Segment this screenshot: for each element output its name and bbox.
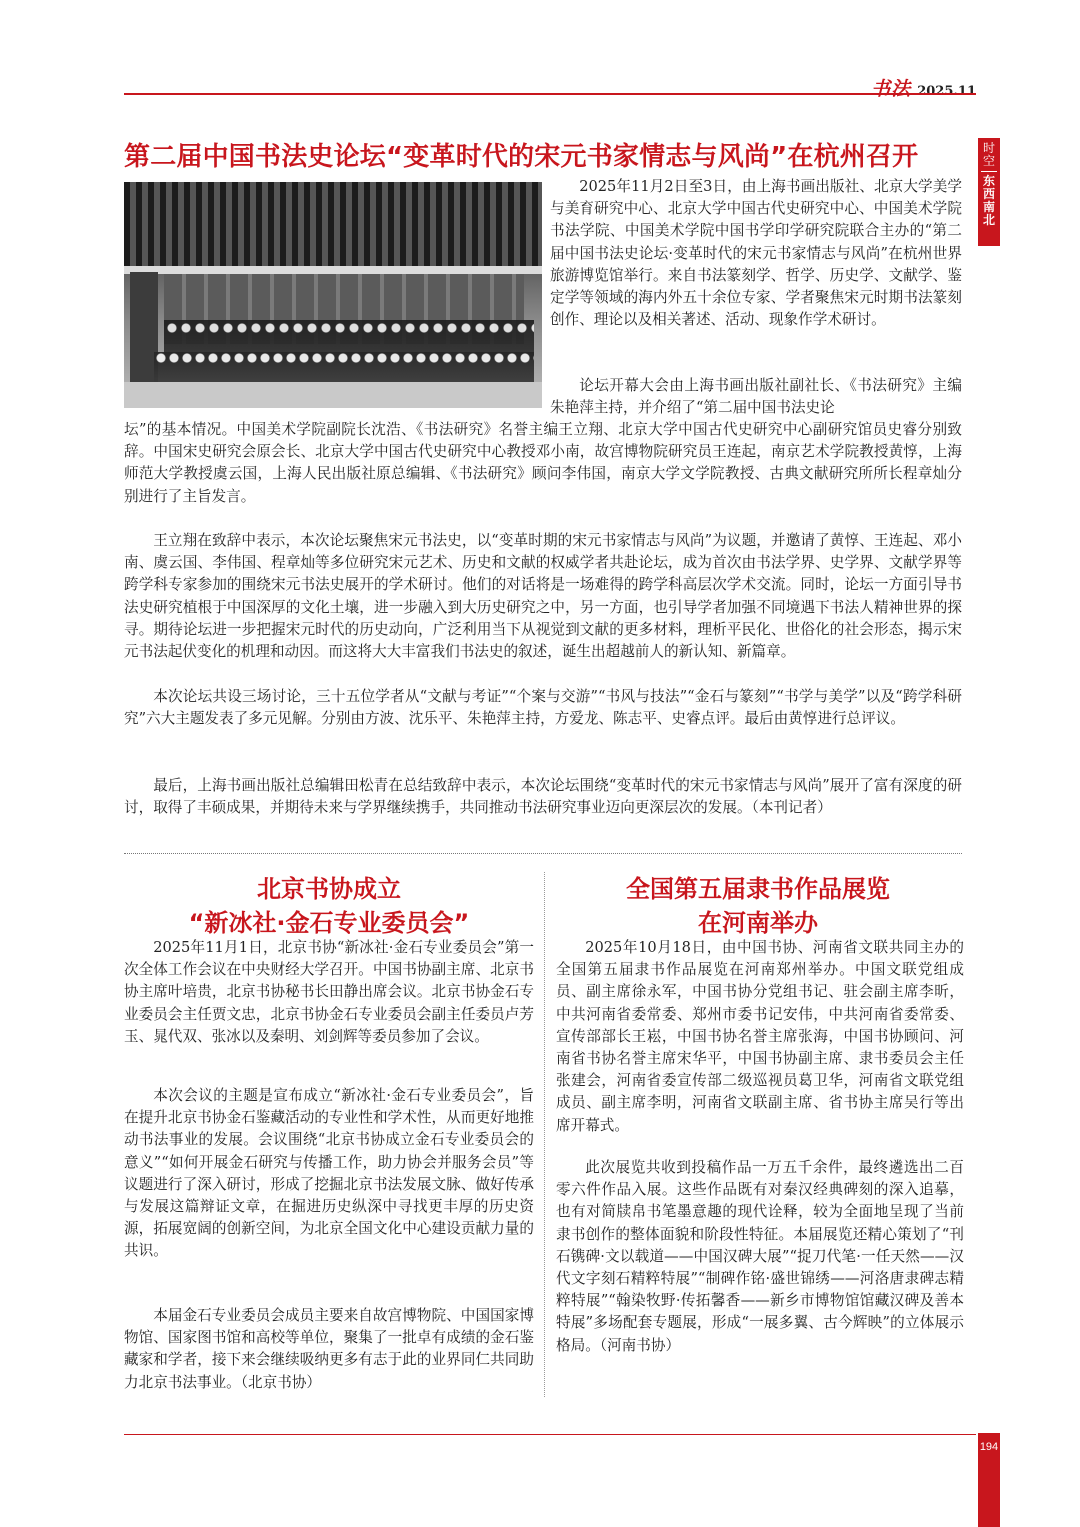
page-number: 194: [979, 1441, 999, 1453]
photo-canopy-edge: [124, 266, 542, 274]
article3-title-line-1: 全国第五届隶书作品展览: [626, 875, 890, 903]
article2-paragraph-1: 2025年11月1日，北京书协“新冰社·金石专业委员会”第一次全体工作会议在中央财经大学召开。中国书协副主席、北京书协主席叶培贵，北京书协秘书长田静出席会议。北京书协金石专业委员会主任贾文忠，北京书协金石专业委员会副主任委员卢芳玉、晁代双、张冰以及秦明、刘剑辉等委员参加了会议。: [124, 939, 534, 1045]
section-divider-dotted: [124, 853, 962, 854]
subsection-label: 东西南北: [982, 174, 995, 227]
article1-paragraph-4: 本次论坛共设三场讨论，三十五位学者从“文献与考证”“个案与交游”“书风与技法”“金石与篆刻”“书学与美学”以及“跨学科研究”六大主题发表了多元见解。分别由方波、沈乐平、朱艳萍主持，方爱龙、陈志平、史睿点评。最后由黄惇进行总评议。: [124, 688, 962, 728]
article1-paragraph-5: 最后，上海书画出版社总编辑田松青在总结致辞中表示，本次论坛围绕“变革时代的宋元书家情志与风尚”展开了富有深度的研讨，取得了丰硕成果，并期待未来与学界继续携手，共同推动书法研究事业迈向更深层次的发展。（本刊记者）: [124, 777, 962, 817]
article2-paragraph-3: 本届金石专业委员会成员主要来自故宫博物院、中国国家博物馆、国家图书馆和高校等单位，聚集了一批卓有成绩的金石鉴藏家和学者，接下来会继续吸纳更多有志于此的业界同仁共同助力北京书法事业。（北京书协）: [124, 1307, 534, 1391]
article1-paragraph-3: 王立翔在致辞中表示，本次论坛聚焦宋元书法史，以“变革时期的宋元书家情志与风尚”为议题，并邀请了黄惇、王连起、邓小南、虞云国、李伟国、程章灿等多位研究宋元艺术、历史和文献的权威学者共赴论坛，成为首次由书法学界、史学界、文献学界等跨学科专家参加的围绕宋元书法史展开的学术研讨。他们的对话将是一场难得的跨学科高层次学术交流。同时，论坛一方面引导书法史研究植根于中国深厚的文化土壤，进一步融入到大历史研究之中，另一方面，也引导学者加强不同境遇下书法人精神世界的探寻。期待论坛进一步把握宋元时代的历史动向，广泛利用当下从视觉到文献的更多材料，理析平民化、世俗化的社会形态，揭示宋元书法起伏变化的机理和动因。而这将大大丰富我们书法史的叙述，诞生出超越前人的新认知、新篇章。: [124, 532, 962, 661]
article2-paragraph-2: 本次会议的主题是宣布成立“新冰社·金石专业委员会”，旨在提升北京书协金石鉴藏活动的专业性和学术性，从而更好地推动书法事业的发展。会议围绕“北京书协成立金石专业委员会的意义”“如何开展金石研究与传播工作，助力协会并服务会员”等议题进行了深入研讨，形成了挖掘北京书法发展文脉、做好传承与发展这篇辩证文章，在掘进历史纵深中寻找更丰厚的历史资源，拓展宽阔的创新空间，为北京全国文化中心建设贡献力量的共识。: [124, 1087, 534, 1260]
section-tab: [978, 138, 1000, 246]
article2-title-line-2: “新冰社·金石专业委员会”: [188, 909, 470, 937]
photo-canopy: [124, 182, 542, 266]
article1-paragraph-1: 2025年11月2日至3日，由上海书画出版社、北京大学美学与美育研究中心、北京大学中国古代史研究中心、中国美术学院书法学院、中国美术学院中国书学印学研究院联合主办的“第二届中国书法史论坛·变革时代的宋元书家情志与风尚”在杭州世界旅游博览馆举行。来自书法篆刻学、哲学、历史学、文献学、鉴定学等领域的海内外五十余位专家、学者聚焦宋元时期书法篆刻创作、理论以及相关著述、活动、现象作学术研讨。: [550, 178, 962, 329]
article3-title-line-2: 在河南举办: [698, 909, 818, 937]
article3-paragraph-1: 2025年10月18日，由中国书协、河南省文联共同主办的全国第五届隶书作品展览在河南郑州举办。中国文联党组成员、副主席徐永军，中国书协分党组书记、驻会副主席李昕，中共河南省委常委、郑州市委书记安伟，中共河南省委常委、宣传部部长王崧，中国书协名誉主席张海，中国书协顾问、河南省书协名誉主席宋华平，中国书协副主席、隶书委员会主任张建会，河南省委宣传部二级巡视员葛卫华，河南省文联党组成员、副主席李明，河南省文联副主席、省书协主席吴行等出席开幕式。: [556, 939, 964, 1134]
section-label: 时空: [982, 141, 995, 168]
article1-paragraph-2-continued: 坛”的基本情况。中国美术学院副院长沈浩、《书法研究》名誉主编王立翔、北京大学中国古代史研究中心副研究馆员史睿分别致辞。中国宋史研究会原会长、北京大学中国古代史研究中心教授邓小南，故宫博物院研究员王连起，南京艺术学院教授黄惇，上海师范大学教授虞云国，上海人民出版社原总编辑、《书法研究》顾问李伟国，南京大学文学院教授、古典文献研究所所长程章灿分别进行了主旨发言。: [124, 421, 962, 505]
article2-title-line-1: 北京书协成立: [257, 875, 401, 903]
article3-paragraph-2: 此次展览共收到投稿作品一万五千余件，最终遴选出二百零六件作品入展。这些作品既有对秦汉经典碑刻的深入追摹，也有对简牍帛书笔墨意趣的现代诠释，较为全面地呈现了当前隶书创作的整体面貌和阶段性特征。本届展览还精心策划了“刊石镌碑·文以载道——中国汉碑大展”“捉刀代笔·一任天然——汉代文字刻石精粹特展”“制碑作铭·盛世锦绣——河洛唐隶碑志精粹特展”“翰染牧野·传拓馨香——新乡市博物馆馆藏汉碑及善本特展”多场配套专题展，形成“一展多翼、古今辉映”的立体展示格局。（河南书协）: [556, 1159, 964, 1354]
group-photo: [124, 182, 542, 408]
journal-logo: 书法: [871, 78, 912, 100]
photo-crowd-front-row: [154, 352, 534, 382]
header-mark: [871, 74, 976, 101]
header-rule: [124, 93, 976, 95]
page-number-tab: [978, 1433, 1000, 1527]
footer-rule: [124, 1434, 976, 1435]
article2-title: [124, 872, 534, 940]
article-title: 第二届中国书法史论坛“变革时代的宋元书家情志与风尚”在杭州召开: [124, 142, 919, 172]
photo-ground: [124, 382, 542, 408]
section-divider: [981, 171, 997, 172]
issue-date: 2025.11: [917, 84, 976, 99]
column-divider-dotted: [544, 872, 545, 1397]
article1-paragraph-2-start: 论坛开幕大会由上海书画出版社副社长、《书法研究》主编朱艳萍主持，并介绍了“第二届中国书法史论: [550, 377, 962, 417]
article3-title: [552, 872, 964, 940]
